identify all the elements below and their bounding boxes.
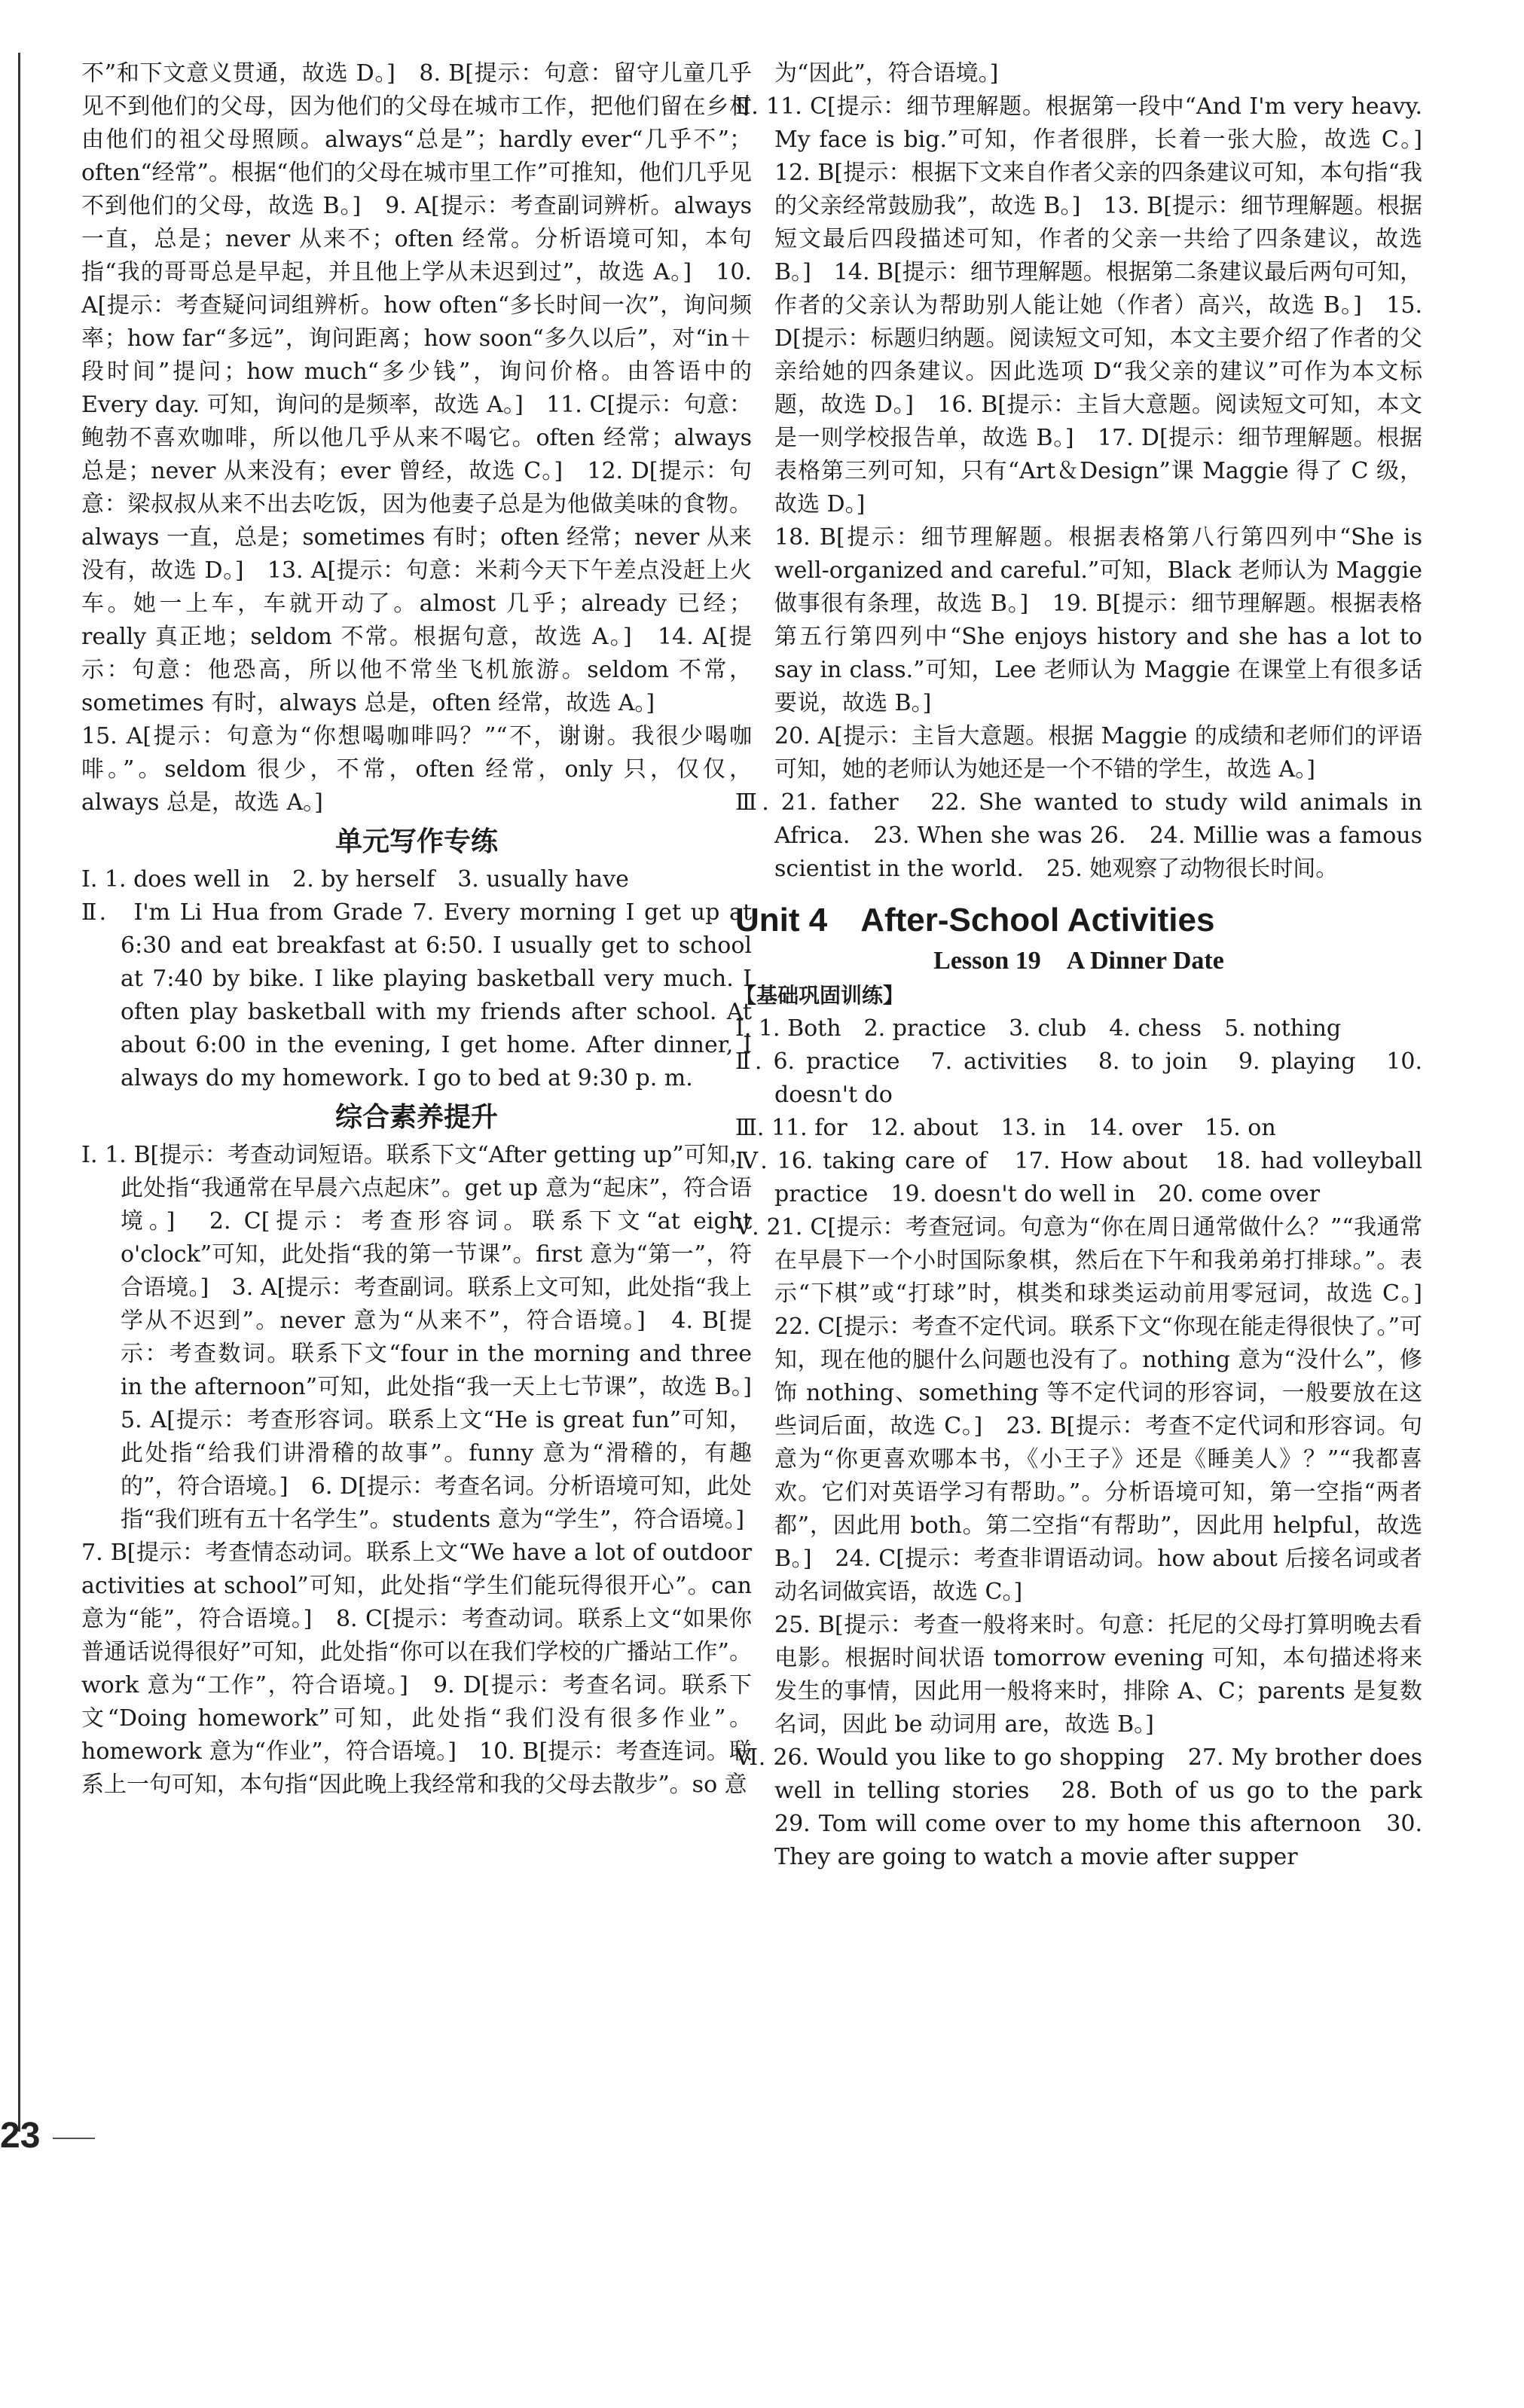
left-block-4: Ⅱ. I'm Li Hua from Grade 7. Every morning I get up at 6:30 and eat breakfast at 6:50. I usually get to school at 7:40 by bike. I like playing basketball very much. I often play basketball with my friends after school. At about 6:00 in the evening, I get home. After dinner, I always do my homework. I go to bed at 9:30 p. m. xyxy=(81,899,752,1091)
section-heading-comprehensive: 综合素养提升 xyxy=(334,1102,498,1133)
unit-title: Unit 4 After-School Activities xyxy=(735,902,1215,938)
right-block-9: Ⅱ. 6. practice 7. activities 8. to join 9. playing 10. doesn't do xyxy=(735,1048,1422,1108)
right-block-11: Ⅳ. 16. taking care of 17. How about 18. had volleyball practice 19. doesn't do well in 20. come over xyxy=(735,1148,1422,1207)
right-block-4: Ⅲ. 21. father 22. She wanted to study wild animals in Africa. 23. When she was 26. 24. Millie was a famous scientist in the world. 25. 她观察了动物很长时间。 xyxy=(735,789,1422,882)
right-column xyxy=(735,57,1445,1874)
left-column xyxy=(81,57,774,1802)
right-block-10: Ⅲ. 11. for 12. about 13. in 14. over 15. on xyxy=(735,1115,1276,1141)
right-block-2: 18. B[提示：细节理解题。根据表格第八行第四列中“She is well-organized and careful.”可知，Black 老师认为 Maggie 做事很有条理，故选 B。] 19. B[提示：细节理解题。根据表格第五行第四列中“She enjoys history and she has a lot to say in class.”可知，Lee 老师认为 Maggie 在课堂上有很多话要说，故选 B。] xyxy=(774,524,1422,716)
left-block-1: 15. A[提示：句意为“你想喝咖啡吗？”“不，谢谢。我很少喝咖啡。”。seldom 很少，不常，often 经常，only 只，仅仅，always 总是，故选 A。] xyxy=(81,723,752,816)
page-number: 23 xyxy=(0,2116,41,2156)
right-block-3: 20. A[提示：主旨大意题。根据 Maggie 的成绩和老师们的评语可知，她的老师认为她还是一个不错的学生，故选 A。] xyxy=(774,723,1422,783)
lesson-title: Lesson 19 A Dinner Date xyxy=(933,947,1224,975)
left-margin-rule xyxy=(18,53,20,2132)
right-block-0: 为“因此”，符合语境。] xyxy=(774,60,999,87)
left-block-7: 7. B[提示：考查情态动词。联系上文“We have a lot of outdoor activities at school”可知，此处指“学生们能玩得很开心”。can 意为“能”，符合语境。] 8. C[提示：考查动词。联系上文“如果你普通话说得很好”可知，此处指“你可以在我们学校的广播站工作”。work 意为“工作”，符合语境。] 9. D[提示：考查名词。联系下文“Doing homework”可知，此处指“我们没有很多作业”。homework 意为“作业”，符合语境。] 10. B[提示：考查连词。联系上一句可知，本句指“因此晚上我经常和我的父母去散步”。so 意 xyxy=(81,1540,752,1798)
right-block-12: Ⅴ. 21. C[提示：考查冠词。句意为“你在周日通常做什么？”“我通常在早晨下一个小时国际象棋，然后在下午和我弟弟打排球。”。表示“下棋”或“打球”时，棋类和球类运动前用零冠词，故选 C。] 22. C[提示：考查不定代词。联系下文“你现在能走得很快了。”可知，现在他的腿什么问题也没有了。nothing 意为“没什么”，修饰 nothing、something 等不定代词的形容词，一般要放在这些词后面，故选 C。] 23. B[提示：考查不定代词和形容词。句意为“你更喜欢哪本书，《小王子》还是《睡美人》？”“我都喜欢。它们对英语学习有帮助。”。分析语境可知，第一空指“两者都”，因此用 both。第二空指“有帮助”，因此用 helpful，故选 B。] 24. C[提示：考查非谓语动词。how about 后接名词或者动名词做宾语，故选 C。] xyxy=(735,1214,1445,1605)
right-block-8: Ⅰ. 1. Both 2. practice 3. club 4. chess 5. nothing xyxy=(735,1015,1342,1042)
left-block-6: Ⅰ. 1. B[提示：考查动词短语。联系下文“After getting up”可知，此处指“我通常在早晨六点起床”。get up 意为“起床”，符合语境。] 2. C[提示：考查形容词。联系下文“at eight o'clock”可知，此处指“我的第一节课”。first 意为“第一”，符合语境。] 3. A[提示：考查副词。联系上文可知，此处指“我上学从不迟到”。never 意为“从来不”，符合语境。] 4. B[提示：考查数词。联系下文“four in the morning and three in the afternoon”可知，此处指“我一天上七节课”，故选 B。] 5. A[提示：考查形容词。联系上文“He is great fun”可知，此处指“给我们讲滑稽的故事”。funny 意为“滑稽的，有趣的”，符合语境。] 6. D[提示：考查名词。分析语境可知，此处指“我们班有五十名学生”。students 意为“学生”，符合语境。] xyxy=(81,1142,774,1533)
right-block-13: 25. B[提示：考查一般将来时。句意：托尼的父母打算明晚去看电影。根据时间状语 tomorrow evening 可知，本句描述将来发生的事情，因此用一般将来时，排除 A、C；parents 是复数名词，因此 be 动词用 are，故选 B。] xyxy=(774,1612,1422,1738)
section-heading-writing: 单元写作专练 xyxy=(334,826,498,857)
right-block-14: Ⅵ. 26. Would you like to go shopping 27. My brother does well in telling stories 28. Both of us go to the park 29. Tom will come over to my home this afternoon 30. They are going to watch a movie after supper xyxy=(735,1744,1445,1870)
section-tag-basic: 【基础巩固训练】 xyxy=(735,983,905,1008)
right-block-1: Ⅱ. 11. C[提示：细节理解题。根据第一段中“And I'm very heavy. My face is big.”可知，作者很胖，长着一张大脸，故选 C。] 12. B[提示：根据下文来自作者父亲的四条建议可知，本句指“我的父亲经常鼓励我”，故选 B。] 13. B[提示：细节理解题。根据短文最后四段描述可知，作者的父亲一共给了四条建议，故选 B。] 14. B[提示：细节理解题。根据第二条建议最后两句可知，作者的父亲认为帮助别人能让她（作者）高兴，故选 B。] 15. D[提示：标题归纳题。阅读短文可知，本文主要介绍了作者的父亲给她的四条建议。因此选项 D“我父亲的建议”可作为本文标题，故选 D。] 16. B[提示：主旨大意题。阅读短文可知，本文是一则学校报告单，故选 B。] 17. D[提示：细节理解题。根据表格第三列可知，只有“Art＆Design”课 Maggie 得了 C 级，故选 D。] xyxy=(735,93,1445,517)
left-block-0: 不”和下文意义贯通，故选 D。] 8. B[提示：句意：留守儿童几乎见不到他们的父母，因为他们的父母在城市工作，把他们留在乡村由他们的祖父母照顾。always“总是”；hardly ever“几乎不”；often“经常”。根据“他们的父母在城市里工作”可推知，他们几乎见不到他们的父母，故选 B。] 9. A[提示：考查副词辨析。always 一直，总是；never 从来不；often 经常。分析语境可知，本句指“我的哥哥总是早起，并且他上学从未迟到过”，故选 A。] 10. A[提示：考查疑问词组辨析。how often“多长时间一次”，询问频率；how far“多远”，询问距离；how soon“多久以后”，对“in＋段时间”提问；how much“多少钱”，询问价格。由答语中的 Every day. 可知，询问的是频率，故选 A。] 11. C[提示：句意：鲍勃不喜欢咖啡，所以他几乎从来不喝它。often 经常；always 总是；never 从来没有；ever 曾经，故选 C。] 12. D[提示：句意：梁叔叔从来不出去吃饭，因为他妻子总是为他做美味的食物。always 一直，总是；sometimes 有时；often 经常；never 从来没有，故选 D。] 13. A[提示：句意：米莉今天下午差点没赶上火车。她一上车，车就开动了。almost 几乎；already 已经；really 真正地；seldom 不常。根据句意，故选 A。] 14. A[提示：句意：他恐高，所以他不常坐飞机旅游。seldom 不常，sometimes 有时，always 总是，often 经常，故选 A。] xyxy=(81,60,752,716)
page-number-rule xyxy=(53,2138,95,2139)
left-block-3: Ⅰ. 1. does well in 2. by herself 3. usually have xyxy=(81,866,629,893)
